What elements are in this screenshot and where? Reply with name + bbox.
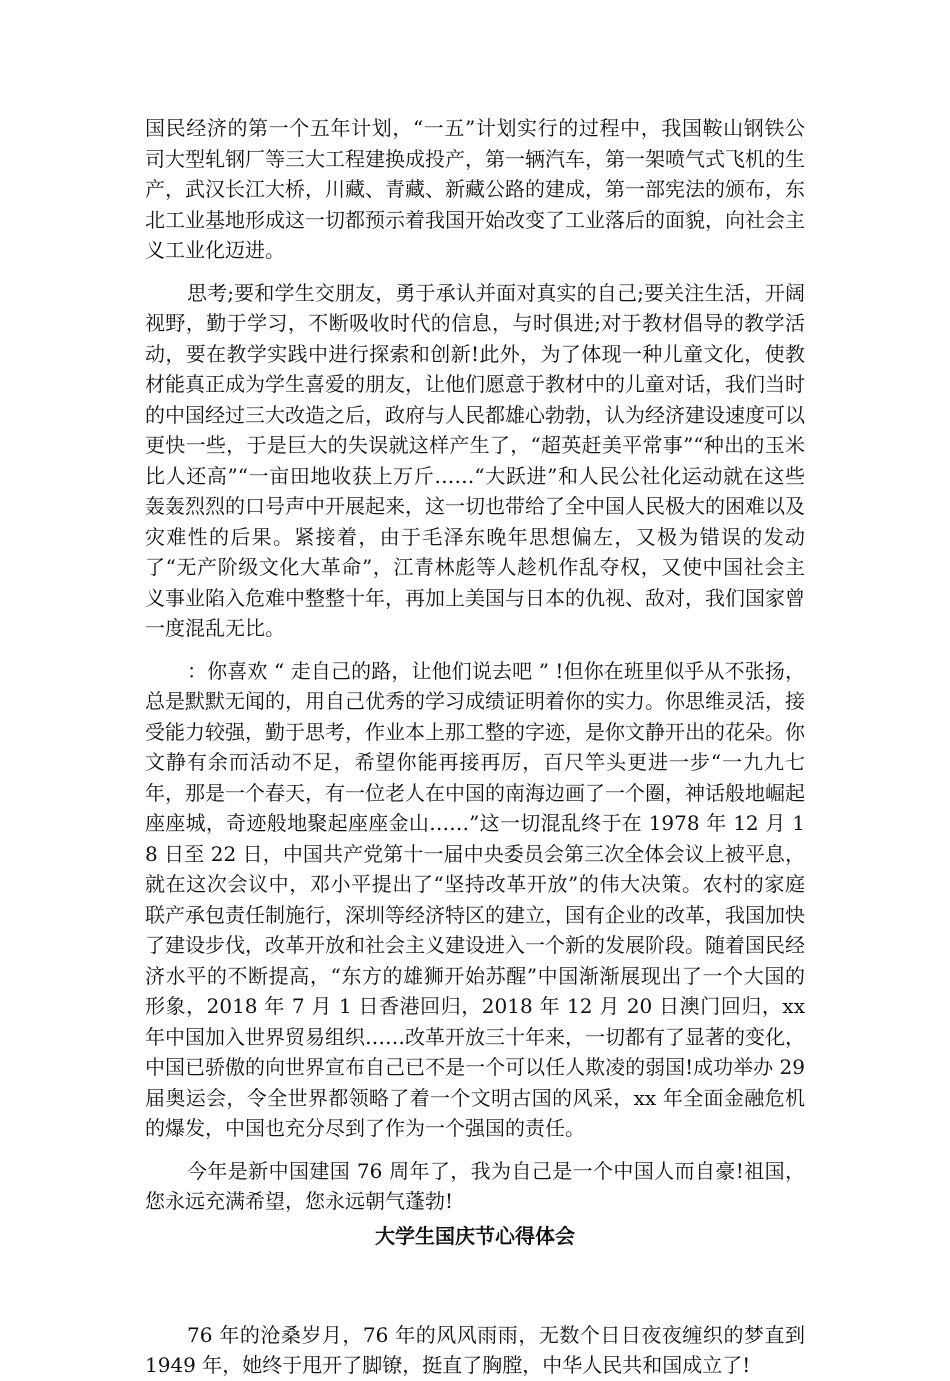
document-page bbox=[145, 113, 805, 1381]
paragraph-reflection: 思考;要和学生交朋友，勇于承认并面对真实的自己;要关注生活，开阔视野，勤于学习，不断吸收时代的信息，与时俱进;对于教材倡导的教学活动，要在教学实践中进行探索和创新!此外，为了体现一种儿童文化，使教材能真正成为学生喜爱的朋友，让他们愿意于教材中的儿童对话，我们当时的中国经过三大改造之后，政府与人民都雄心勃勃，认为经济建设速度可以更快一些，于是巨大的失误就这样产生了，“超英赶美平常事”“种出的玉米比人还高”“一亩田地收获上万斤……“大跃进”和人民公社化运动就在这些轰轰烈烈的口号声中开展起来，这一切也带给了全中国人民极大的困难以及灾难性的后果。紧接着，由于毛泽东晚年思想偏左，又极为错误的发动了“无产阶级文化大革命”，江青林彪等人趁机作乱夺权，又使中国社会主义事业陷入危难中整整十年，再加上美国与日本的仇视、敌对，我们国家曾一度混乱无比。 bbox=[145, 280, 805, 640]
paragraph-reform-opening: ：你喜欢 “ 走自己的路，让他们说去吧 ” !但你在班里似乎从不张扬，总是默默无闻的，用自己优秀的学习成绩证明着你的实力。你思维灵活，接受能力较强，勤于思考，作业本上那工整的字迹，是你文静开出的花朵。你文静有余而活动不足，希望你能再接再厉，百尺竿头更进一步“一九九七年，那是一个春天，有一位老人在中国的南海边画了一个圈，神话般地崛起座座城，奇迹般地聚起座座金山……”这一切混乱终于在 1978 年 12 月 18 日至 22 日，中国共产党第十一届中央委员会第三次全体会议上被平息，就在这次会议中，邓小平提出了“坚持改革开放”的伟大决策。农村的家庭联产承包责任制施行，深圳等经济特区的建立，国有企业的改革，我国加快了建设步伐，改革开放和社会主义建设进入一个新的发展阶段。随着国民经济水平的不断提高，“东方的雄狮开始苏醒”中国渐渐展现出了一个大国的形象，2018 年 7 月 1 日香港回归，2018 年 12 月 20 日澳门回归，xx 年中国加入世界贸易组织……改革开放三十年来，一切都有了显著的变化，中国已骄傲的向世界宣布自己已不是一个可以任人欺凌的弱国!成功举办 29 届奥运会，令全世界都领略了着一个文明古国的风采，xx 年全面金融危机的爆发，中国也充分尽到了作为一个强国的责任。 bbox=[145, 658, 805, 1140]
paragraph-founding: 76 年的沧桑岁月，76 年的风风雨雨，无数个日日夜夜缠织的梦直到 1949 年，她终于甩开了脚镣，挺直了胸膛，中华人民共和国成立了! bbox=[145, 1322, 805, 1377]
paragraph-anniversary: 今年是新中国建国 76 周年了，我为自己是一个中国人而自豪!祖国，您永远充满希望，您永远朝气蓬勃! bbox=[145, 1158, 805, 1213]
paragraph-first-five-year-plan: 国民经济的第一个五年计划，“一五”计划实行的过程中，我国鞍山钢铁公司大型轧钢厂等三大工程建换成投产，第一辆汽车，第一架喷气式飞机的生产，武汉长江大桥，川藏、青藏、新藏公路的建成，第一部宪法的颁布，东北工业基地形成这一切都预示着我国开始改变了工业落后的面貌，向社会主义工业化迈进。 bbox=[145, 116, 805, 262]
section-title: 大学生国庆节心得体会 bbox=[375, 1223, 575, 1248]
blank-space bbox=[145, 1251, 805, 1320]
